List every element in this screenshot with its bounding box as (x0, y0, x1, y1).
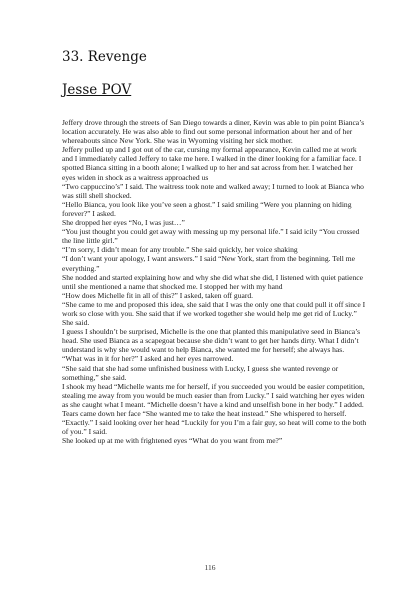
paragraph: “I’m sorry, I didn’t mean for any trouble.” She said quickly, her voice shaking (62, 245, 298, 255)
paragraph: “She came to me and proposed this idea, she said that I was the only one that could pull it off since I work so close with you. She said that if we worked together she would help me get rid of Lucky.” She said. (62, 299, 366, 328)
paragraph: She looked up at me with frightened eyes “What do you want from me?” (62, 436, 283, 446)
paragraph: Jeffery drove through the streets of San Diego towards a diner, Kevin was able to pin point Bianca’s location accurately. He was also able to find out some personal information about her and of her whereabouts since New York. She was in Wyoming visiting her sick mother. (62, 118, 365, 146)
chapter-title: 33. Revenge (62, 49, 147, 65)
paragraph: “How does Michelle fit in all of this?” I asked, taken off guard. (62, 290, 253, 300)
pov-heading: Jesse POV (62, 82, 132, 98)
paragraph: “She said that she had some unfinished business with Lucky, I guess she wanted revenge or something,” she said. (62, 363, 339, 382)
paragraph: She nodded and started explaining how and why she did what she did, I listened with quiet patience until she mentioned a name that shocked me. I stopped her with my hand (62, 272, 363, 291)
paragraph: “Hello Bianca, you look like you’ve seen a ghost.” I said smiling “Were you planning on hiding forever?” I asked. (62, 199, 352, 218)
paragraph: “Exactly.” I said looking over her head “Luckily for you I’m a fair guy, so heat will come to the both of you.” I said. (62, 418, 367, 437)
body-text (62, 118, 368, 445)
paragraph: “I don’t want your apology, I want answers.” I said “New York, start from the beginning. Tell me everything.” (62, 254, 355, 273)
paragraph: “What was in it for her?” I asked and her eyes narrowed. (62, 354, 234, 364)
page-number: 116 (204, 563, 216, 572)
paragraph: “Two cappuccino’s” I said. The waitress took note and walked away; I turned to look at Bianca who was still shell shocked. (62, 181, 364, 200)
paragraph: I shook my head “Michelle wants me for herself, if you succeeded you would be easier competition, stealing me away from you would be much easier than from Lucky.” I said watching her eyes widen as she caught what I meant. “Michelle doesn’t have a kind and unselfish bone in her body.” I added. (62, 381, 365, 409)
paragraph: Jeffery pulled up and I got out of the car, cursing my formal appearance, Kevin called me at work and I immediately called Jeffery to take me here. I walked in the diner looking for a familiar face. I spotted Bianca sitting in a booth alone; I walked up to her and sat across from her. I watched her eyes widen in shock as a waitress approached us (62, 145, 362, 182)
paragraph: I guess I shouldn’t be surprised, Michelle is the one that planted this manipulative seed in Bianca’s head. She used Bianca as a scapegoat because she didn’t want to get her hands dirty. What I didn’t understand is why she would want to help Bianca, she wanted me for herself; she always has. (62, 327, 361, 355)
paragraph: She dropped her eyes “No, I was just…” (62, 218, 185, 228)
paragraph: “You just thought you could get away with messing up my personal life.” I said icily “You crossed the line little girl.” (62, 227, 360, 246)
paragraph: Tears came down her face “She wanted me to take the heat instead.” She whispered to herself. (62, 409, 347, 418)
